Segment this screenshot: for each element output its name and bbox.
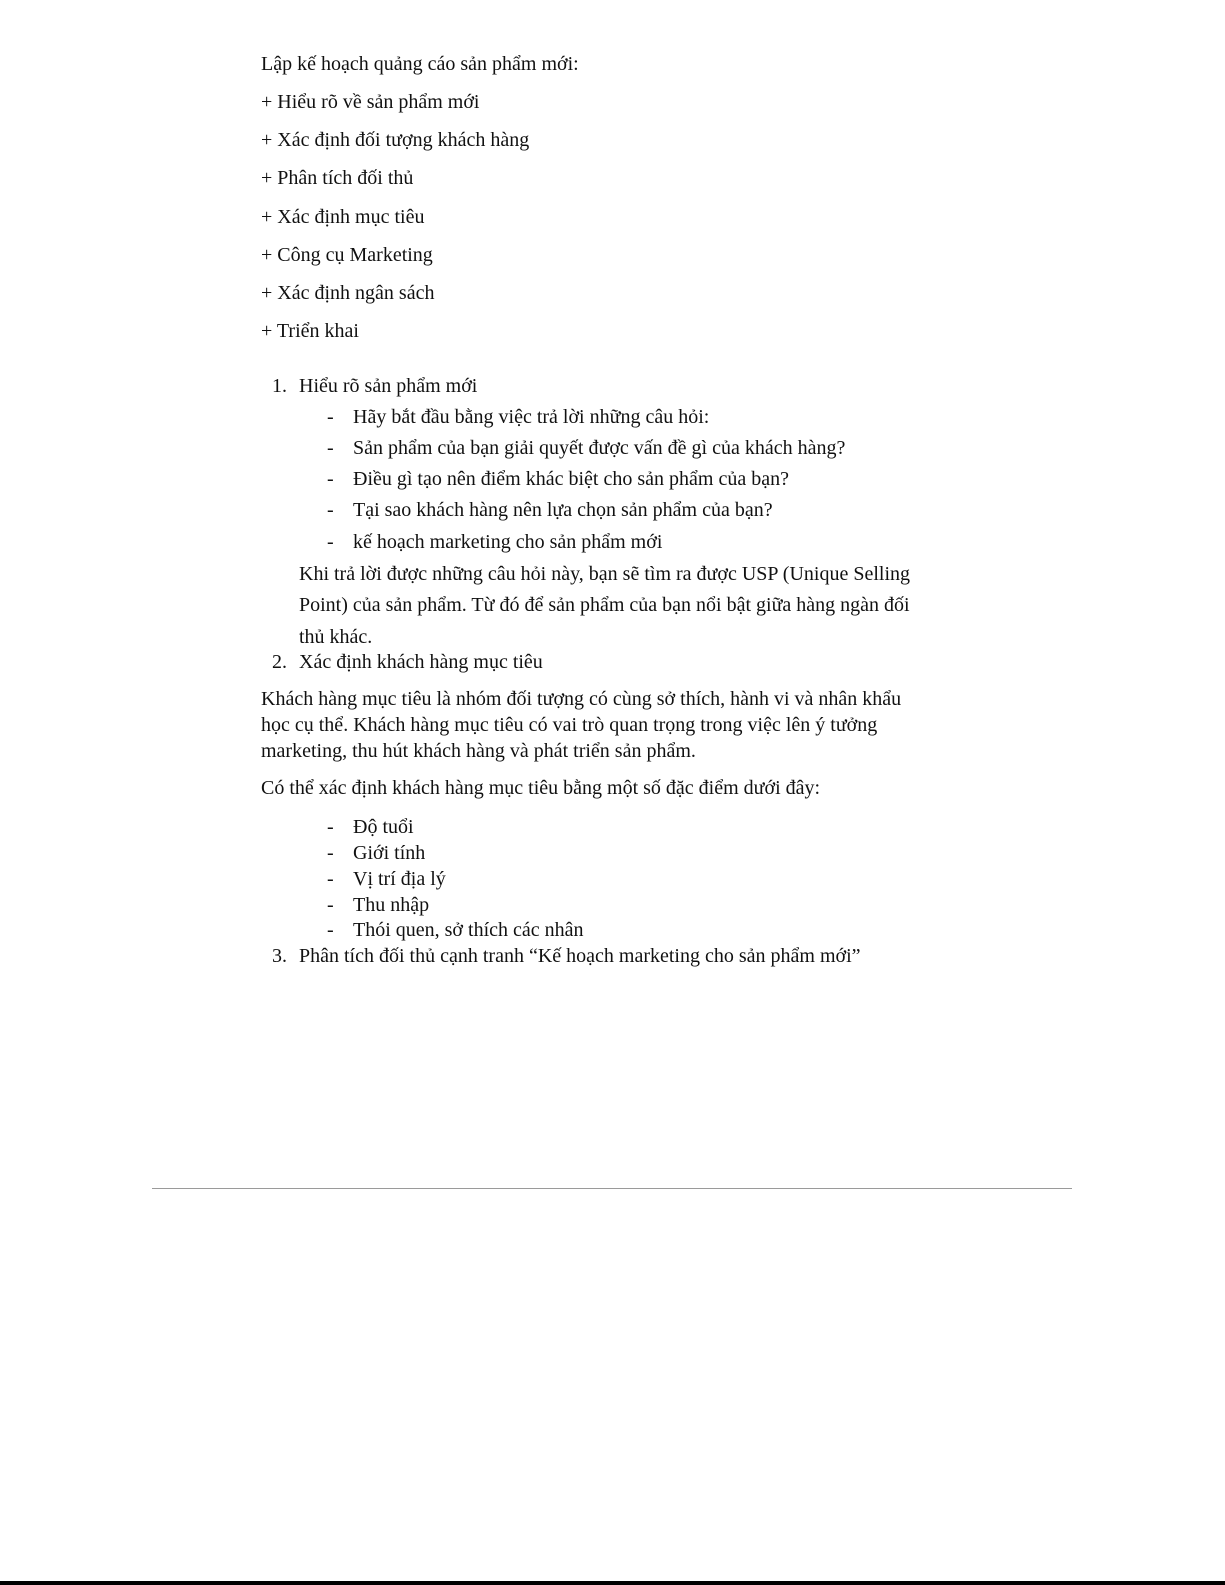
- bullet-dash: -: [327, 468, 334, 490]
- intro-item: + Xác định mục tiêu: [261, 206, 425, 228]
- section-2-bullet: Độ tuổi: [353, 816, 414, 838]
- section-2-paragraph-line: marketing, thu hút khách hàng và phát triển sản phẩm.: [261, 740, 696, 762]
- section-2-bullet: Thói quen, sở thích các nhân: [353, 919, 584, 941]
- intro-item: + Xác định ngân sách: [261, 282, 435, 304]
- section-2-bullet: Giới tính: [353, 842, 426, 864]
- section-3-number: 3.: [272, 945, 287, 967]
- section-1-number: 1.: [272, 375, 287, 397]
- section-1-bullet: Sản phẩm của bạn giải quyết được vấn đề gì của khách hàng?: [353, 437, 846, 459]
- section-3-heading: Phân tích đối thủ cạnh tranh “Kế hoạch marketing cho sản phẩm mới”: [299, 945, 861, 967]
- intro-item: + Hiểu rõ về sản phẩm mới: [261, 91, 480, 113]
- bullet-dash: -: [327, 816, 334, 838]
- section-1-heading: Hiểu rõ sản phẩm mới: [299, 375, 478, 397]
- section-2-number: 2.: [272, 651, 287, 673]
- bullet-dash: -: [327, 842, 334, 864]
- section-1-bullet: kế hoạch marketing cho sản phẩm mới: [353, 531, 663, 553]
- section-1-paragraph-line: Point) của sản phẩm. Từ đó để sản phẩm của bạn nổi bật giữa hàng ngàn đối: [299, 594, 910, 616]
- bullet-dash: -: [327, 406, 334, 428]
- bullet-dash: -: [327, 919, 334, 941]
- bullet-dash: -: [327, 437, 334, 459]
- section-2-bullet: Vị trí địa lý: [353, 868, 446, 890]
- section-1-paragraph-line: Khi trả lời được những câu hỏi này, bạn sẽ tìm ra được USP (Unique Selling: [299, 563, 910, 585]
- section-2-paragraph-line: học cụ thể. Khách hàng mục tiêu có vai trò quan trọng trong việc lên ý tưởng: [261, 714, 878, 736]
- section-2-heading: Xác định khách hàng mục tiêu: [299, 651, 543, 673]
- section-1-bullet: Tại sao khách hàng nên lựa chọn sản phẩm của bạn?: [353, 499, 773, 521]
- section-2-bullet: Thu nhập: [353, 894, 430, 916]
- bullet-dash: -: [327, 499, 334, 521]
- intro-item: + Xác định đối tượng khách hàng: [261, 129, 530, 151]
- intro-item: + Phân tích đối thủ: [261, 167, 414, 189]
- section-2-lead: Có thể xác định khách hàng mục tiêu bằng một số đặc điểm dưới đây:: [261, 777, 821, 799]
- intro-item: + Triển khai: [261, 320, 359, 342]
- section-2-paragraph-line: Khách hàng mục tiêu là nhóm đối tượng có cùng sở thích, hành vi và nhân khẩu: [261, 688, 902, 710]
- intro-item: + Công cụ Marketing: [261, 244, 433, 266]
- bottom-edge-bar: [0, 1581, 1225, 1585]
- page-break-divider: [152, 1188, 1072, 1189]
- section-1-bullet: Điều gì tạo nên điểm khác biệt cho sản phẩm của bạn?: [353, 468, 789, 490]
- section-1-paragraph-line: thủ khác.: [299, 626, 373, 648]
- bullet-dash: -: [327, 531, 334, 553]
- intro-title: Lập kế hoạch quảng cáo sản phẩm mới:: [261, 53, 579, 75]
- bullet-dash: -: [327, 894, 334, 916]
- bullet-dash: -: [327, 868, 334, 890]
- section-1-bullet: Hãy bắt đầu bằng việc trả lời những câu hỏi:: [353, 406, 710, 428]
